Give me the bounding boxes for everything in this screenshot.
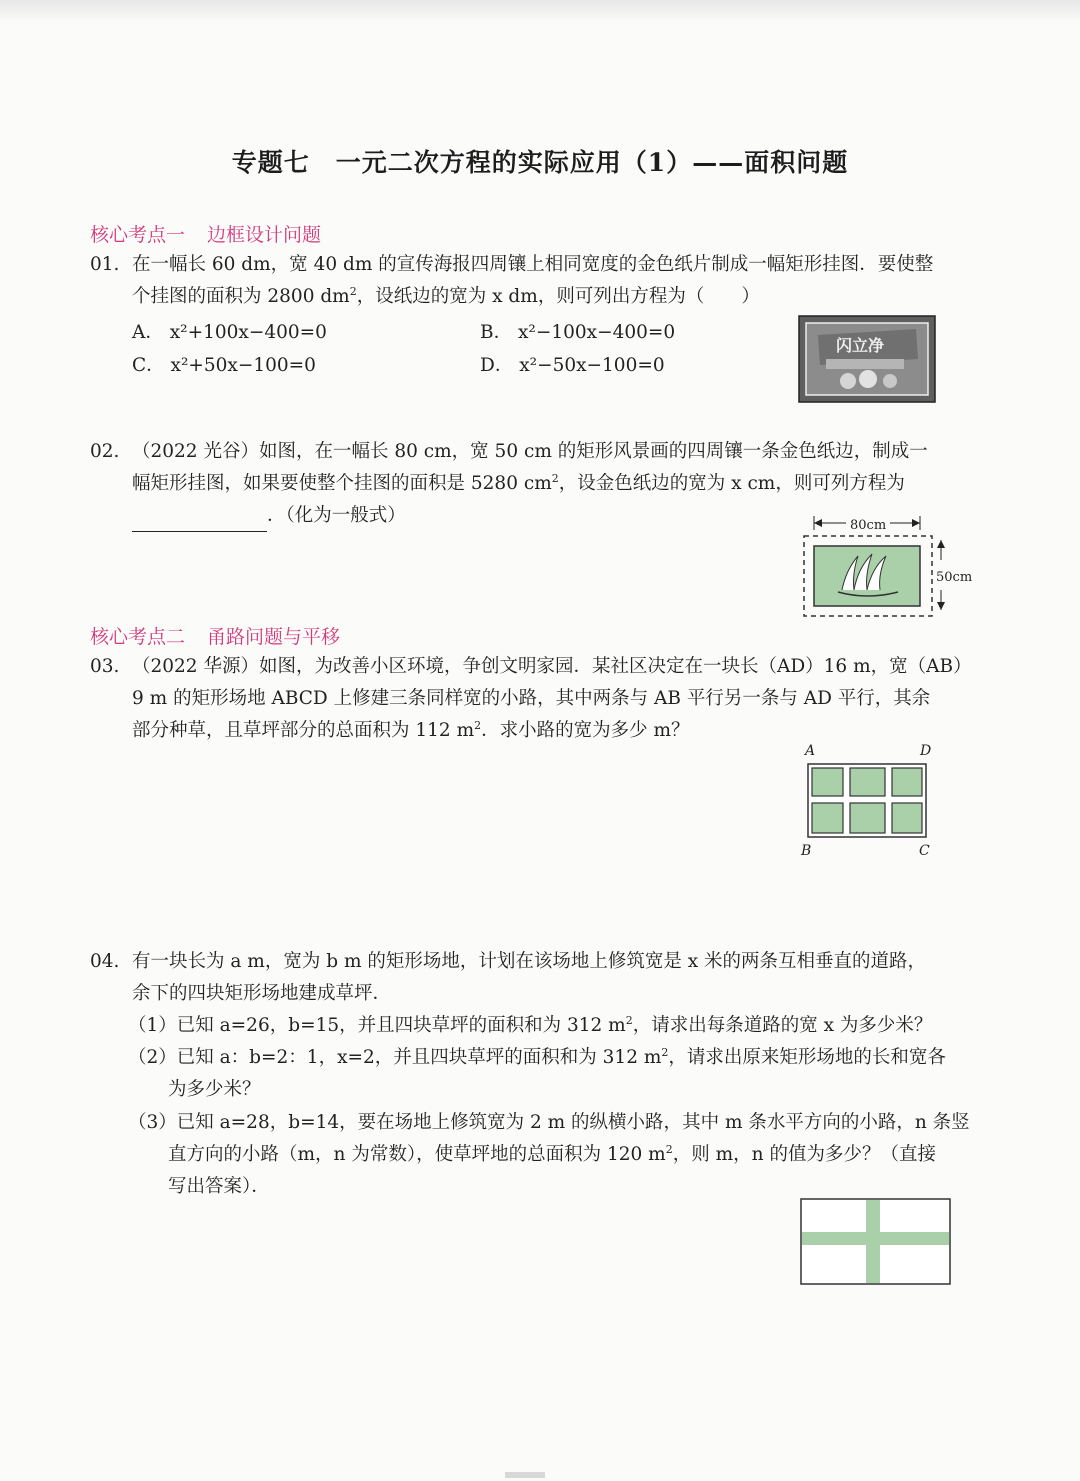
question-text-line: 个挂图的面积为 2800 dm bbox=[132, 286, 350, 307]
question-text-line: 在一幅长 60 dm，宽 40 dm 的宣传海报四周镶上相同宽度的金色纸片制成一幅矩形挂图．要使整 bbox=[132, 254, 934, 275]
question-text-line: 幅矩形挂图，如果要使整个挂图的面积是 5280 cm bbox=[132, 473, 552, 494]
page-number-mark bbox=[505, 1472, 545, 1478]
question-text-line: （2022 华源）如图，为改善小区环境，争创文明家园．某社区决定在一块长（AD）16 m，宽（AB） bbox=[132, 656, 972, 677]
corner-label-a: A bbox=[805, 743, 816, 759]
question-text-line: ，请求出原来矩形场地的长和宽各 bbox=[668, 1047, 946, 1068]
poster-brand-text: 闪立净 bbox=[836, 336, 885, 355]
question-text-line: 为多少米？ bbox=[168, 1079, 261, 1100]
question-number: 04. bbox=[90, 951, 120, 972]
superscript: 2 bbox=[551, 471, 559, 485]
question-text-line: ．（化为一般式） bbox=[267, 505, 406, 526]
width-label: 80cm bbox=[850, 518, 887, 533]
question-text-line: 部分种草，且草坪部分的总面积为 112 m bbox=[132, 720, 475, 741]
question-text-line: （2）已知 a：b=2：1，x=2，并且四块草坪的面积和为 312 m bbox=[128, 1047, 662, 1068]
question-text-line: ，设纸边的宽为 x dm，则可列出方程为（ ） bbox=[356, 286, 760, 307]
question-4 bbox=[90, 946, 926, 1010]
section-name: 甬路问题与平移 bbox=[207, 626, 341, 648]
superscript: 2 bbox=[474, 718, 482, 732]
question-text-line: 直方向的小路（m，n 为常数），使草坪地的总面积为 120 m bbox=[168, 1144, 666, 1165]
question-number: 03. bbox=[90, 656, 120, 677]
abcd-path-figure bbox=[796, 740, 941, 862]
question-text-line: （1）已知 a=26，b=15，并且四块草坪的面积和为 312 m bbox=[128, 1015, 626, 1036]
question-text-line: 9 m 的矩形场地 ABCD 上修建三条同样宽的小路，其中两条与 AB 平行另一条与 AD 平行，其余 bbox=[132, 688, 931, 709]
section-label: 核心考点一 bbox=[90, 224, 186, 246]
section-heading-2 bbox=[90, 622, 340, 649]
question-text-line: （2022 光谷）如图，在一幅长 80 cm，宽 50 cm 的矩形风景画的四周镶一条金色纸边，制成一 bbox=[132, 441, 928, 462]
cross-road-figure bbox=[800, 1198, 952, 1286]
question-text-line: （3）已知 a=28，b=14，要在场地上修筑宽为 2 m 的纵横小路，其中 m 条水平方向的小路，n 条竖 bbox=[128, 1112, 970, 1133]
corner-label-b: B bbox=[801, 843, 812, 859]
question-text-line: 写出答案）． bbox=[168, 1176, 270, 1197]
page-title: 专题七 一元二次方程的实际应用（1）——面积问题 bbox=[231, 148, 849, 177]
option-b: B． x²−100x−400=0 bbox=[480, 322, 676, 343]
question-4-part-1 bbox=[128, 1010, 932, 1042]
answer-blank[interactable] bbox=[132, 511, 267, 532]
superscript: 2 bbox=[349, 284, 357, 298]
question-4-part-3 bbox=[128, 1107, 970, 1203]
question-3 bbox=[90, 651, 972, 747]
section-label: 核心考点二 bbox=[90, 626, 186, 648]
question-4-part-2 bbox=[128, 1042, 946, 1106]
corner-label-d: D bbox=[920, 743, 932, 759]
question-text-line: 有一块长为 a m，宽为 b m 的矩形场地，计划在该场地上修筑宽是 x 米的两条互相垂直的道路， bbox=[132, 951, 927, 972]
question-text-line: ．求小路的宽为多少 m？ bbox=[481, 720, 690, 741]
superscript: 2 bbox=[665, 1142, 673, 1156]
scan-shadow bbox=[0, 0, 1080, 22]
poster-figure bbox=[798, 315, 938, 405]
section-heading-1 bbox=[90, 220, 321, 247]
section-name: 边框设计问题 bbox=[207, 224, 322, 246]
question-text-line: 余下的四块矩形场地建成草坪． bbox=[132, 983, 392, 1004]
question-text-line: ，设金色纸边的宽为 x cm，则可列方程为 bbox=[558, 473, 905, 494]
option-c: C． x²+50x−100=0 bbox=[132, 355, 316, 376]
question-text-line: ，则 m，n 的值为多少？（直接 bbox=[672, 1144, 936, 1165]
question-1 bbox=[90, 249, 933, 313]
landscape-frame-figure bbox=[798, 512, 988, 624]
superscript: 2 bbox=[661, 1045, 669, 1059]
option-d: D． x²−50x−100=0 bbox=[480, 355, 665, 376]
question-number: 01. bbox=[90, 254, 120, 275]
corner-label-c: C bbox=[919, 843, 930, 859]
question-number: 02. bbox=[90, 441, 120, 462]
option-a: A． x²+100x−400=0 bbox=[132, 322, 327, 343]
superscript: 2 bbox=[625, 1013, 633, 1027]
height-label: 50cm bbox=[936, 570, 973, 585]
question-text-line: ，请求出每条道路的宽 x 为多少米？ bbox=[632, 1015, 933, 1036]
